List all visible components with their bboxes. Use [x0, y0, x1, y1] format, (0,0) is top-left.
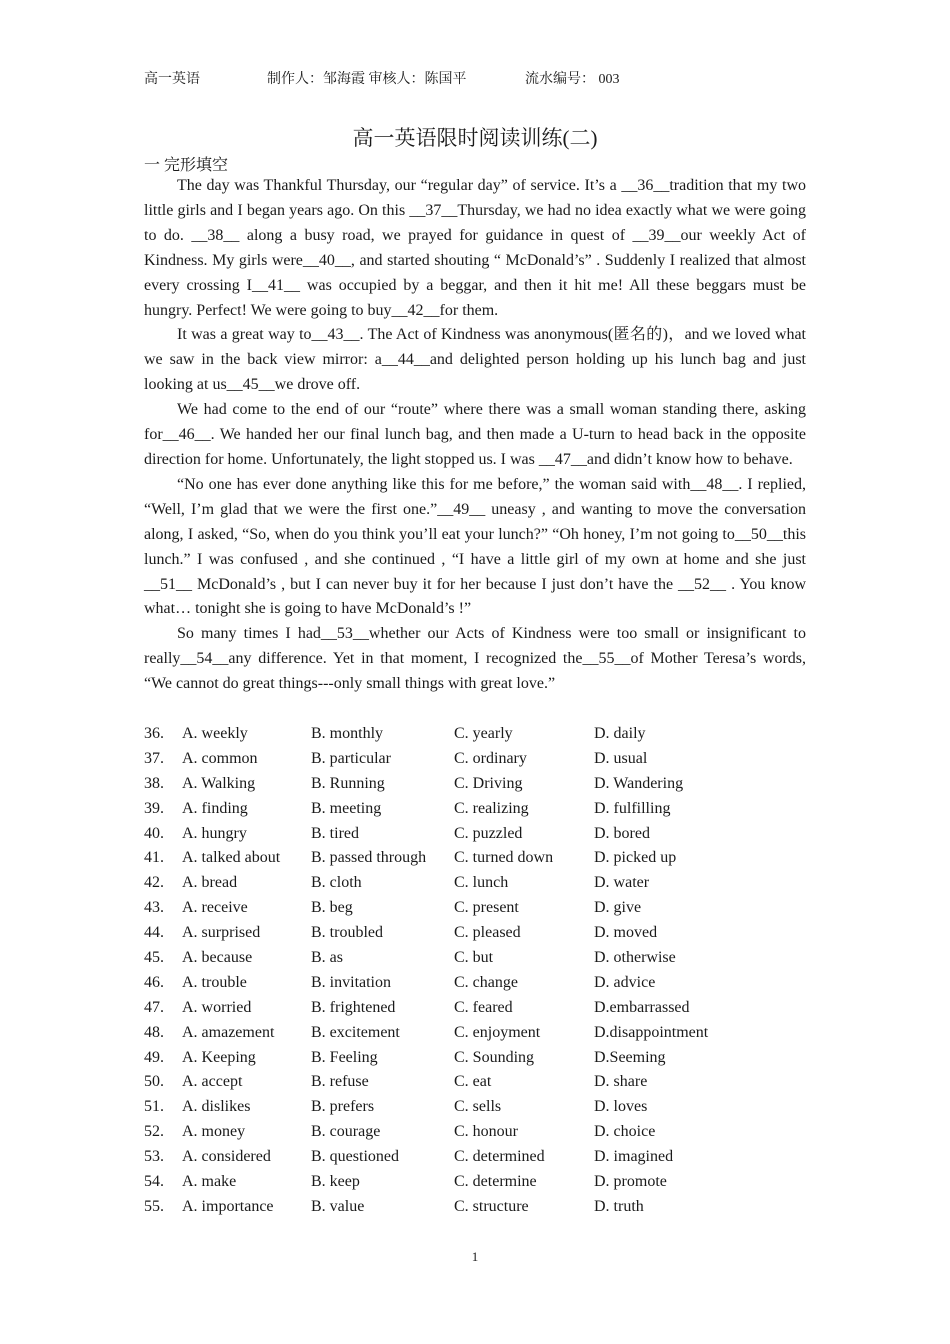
question-number: 50. [144, 1073, 164, 1091]
passage-paragraph: We had come to the end of our “route” where there was a small woman standing there, asking for__46__. We handed her our final lunch bag, and then made a U-turn to head back in the opposite direction for home. Unfortunately, the light stopped us. I was __47__and didn’t know how to behave. [144, 401, 806, 468]
option-b: B. as [311, 949, 343, 967]
question-number: 41. [144, 849, 164, 867]
question-row [144, 1120, 806, 1145]
question-number: 51. [144, 1098, 164, 1116]
question-row [144, 921, 806, 946]
question-row [144, 822, 806, 847]
option-a: A. considered [182, 1148, 271, 1166]
option-b: B. courage [311, 1123, 381, 1141]
option-c: C. structure [454, 1197, 529, 1215]
question-row [144, 1095, 806, 1120]
page-title: 高一英语限时阅读训练(二) [352, 126, 598, 150]
option-b: B. refuse [311, 1073, 369, 1091]
question-number: 40. [144, 824, 164, 842]
option-b: B. tired [311, 824, 359, 842]
question-row [144, 722, 806, 747]
option-b: B. beg [311, 899, 353, 917]
option-c: C. lunch [454, 874, 509, 892]
option-d: D. water [594, 874, 650, 892]
option-b: B. invitation [311, 973, 391, 991]
option-d: D.embarrassed [594, 998, 690, 1016]
option-c: C. yearly [454, 725, 513, 742]
question-row [144, 1070, 806, 1095]
option-a: A. money [182, 1123, 246, 1141]
question-number: 54. [144, 1173, 164, 1191]
option-c: C. realizing [454, 799, 529, 817]
option-c: C. present [454, 899, 519, 917]
question-row [144, 871, 806, 896]
option-a: A. weekly [182, 725, 248, 742]
answer-options-list [144, 722, 806, 1220]
question-number: 43. [144, 899, 164, 917]
question-row [144, 971, 806, 996]
option-a: A. common [182, 749, 258, 767]
question-row [144, 1170, 806, 1195]
question-row [144, 1046, 806, 1071]
header-subject: 高一英语 [144, 72, 200, 87]
question-number: 45. [144, 949, 164, 967]
question-number: 39. [144, 799, 164, 817]
question-number: 53. [144, 1148, 164, 1166]
question-number: 47. [144, 998, 164, 1016]
option-b: B. monthly [311, 725, 384, 742]
option-c: C. feared [454, 998, 513, 1016]
question-number: 48. [144, 1023, 164, 1041]
option-d: D. truth [594, 1197, 644, 1215]
option-c: C. puzzled [454, 824, 523, 842]
question-number: 42. [144, 874, 164, 892]
question-row [144, 946, 806, 971]
option-c: C. sells [454, 1098, 502, 1116]
option-b: B. Feeling [311, 1048, 378, 1066]
option-d: D. advice [594, 973, 656, 991]
option-b: B. questioned [311, 1148, 399, 1166]
option-a: A. trouble [182, 973, 247, 991]
option-d: D. promote [594, 1173, 667, 1191]
question-row [144, 896, 806, 921]
option-d: D. moved [594, 924, 658, 942]
option-d: D.disappointment [594, 1023, 709, 1041]
option-a: A. make [182, 1173, 237, 1191]
option-c: C. Driving [454, 774, 523, 792]
option-b: B. excitement [311, 1023, 400, 1041]
option-d: D. otherwise [594, 949, 676, 967]
page-number: 1 [471, 1249, 479, 1264]
question-row [144, 996, 806, 1021]
option-c: C. ordinary [454, 749, 527, 767]
option-d: D. loves [594, 1098, 648, 1116]
option-a: A. because [182, 949, 253, 967]
option-b: B. frightened [311, 998, 396, 1016]
option-c: C. determine [454, 1173, 537, 1191]
question-row [144, 1195, 806, 1220]
option-a: A. receive [182, 899, 248, 917]
option-a: A. amazement [182, 1023, 275, 1041]
question-row [144, 747, 806, 772]
option-d: D. Wandering [594, 774, 684, 792]
option-d: D. fulfilling [594, 799, 671, 817]
option-d: D. usual [594, 749, 648, 767]
option-b: B. prefers [311, 1098, 375, 1116]
cloze-passage [144, 174, 806, 697]
option-c: C. pleased [454, 924, 521, 942]
question-number: 49. [144, 1048, 164, 1066]
option-d: D. choice [594, 1123, 656, 1141]
option-d: D. picked up [594, 849, 677, 867]
option-a: A. finding [182, 799, 248, 817]
option-b: B. meeting [311, 799, 382, 817]
option-d: D. bored [594, 824, 650, 842]
option-a: A. hungry [182, 824, 247, 842]
option-c: C. turned down [454, 849, 554, 867]
option-d: D.Seeming [594, 1048, 666, 1066]
option-c: C. Sounding [454, 1048, 535, 1066]
option-a: A. surprised [182, 924, 261, 942]
option-a: A. dislikes [182, 1098, 251, 1116]
question-number: 46. [144, 973, 164, 991]
option-c: C. determined [454, 1148, 545, 1166]
option-b: B. value [311, 1197, 365, 1215]
option-c: C. honour [454, 1123, 518, 1141]
option-b: B. keep [311, 1173, 360, 1191]
option-c: C. change [454, 973, 518, 991]
option-b: B. passed through [311, 849, 427, 867]
header-serial-number: 流水编号： 003 [525, 72, 620, 87]
passage-paragraph: “No one has ever done anything like this for me before,” the woman said with__48__. I replied, “Well, I’m glad that we were the first one.”__49__ uneasy , and wanting to move the conversation along, I asked, “So, when do you think you’ll eat your lunch?” “Oh honey, I’m not going to__50__this lunch.” I was confused , and she continued , “I have a little girl of my own at home and she just __51__ McDonald’s , but I can never buy it for her because I just don’t have the __52__ . You know what… tonight she is going to have McDonald’s !” [144, 475, 806, 618]
question-number: 44. [144, 924, 164, 942]
question-row [144, 1145, 806, 1170]
option-b: B. cloth [311, 874, 362, 892]
question-row [144, 1021, 806, 1046]
option-b: B. troubled [311, 924, 383, 942]
option-d: D. imagined [594, 1148, 674, 1166]
option-d: D. daily [594, 725, 646, 742]
option-b: B. Running [311, 774, 385, 792]
question-number: 38. [144, 774, 164, 792]
question-number: 55. [144, 1197, 164, 1215]
option-c: C. enjoyment [454, 1023, 541, 1041]
passage-paragraph: The day was Thankful Thursday, our “regular day” of service. It’s a __36__tradition that my two little girls and I began years ago. On this __37__Thursday, we had no idea exactly what we were going to do. __38__ along a busy road, we prayed for guidance in quest of __39__our weekly Act of Kindness. My girls were__40__, and started shouting “ McDonald’s” . Suddenly I realized that almost every crossing I__41__ was occupied by a beggar, and then it hit me! All these beggars must be hungry. Perfect! We were going to buy__42__for them. [144, 177, 806, 319]
question-number: 37. [144, 749, 164, 767]
option-a: A. Walking [182, 774, 256, 792]
option-a: A. Keeping [182, 1048, 256, 1066]
question-number: 36. [144, 725, 164, 742]
option-a: A. bread [182, 874, 238, 892]
question-row [144, 846, 806, 871]
option-c: C. but [454, 949, 494, 967]
option-a: A. importance [182, 1197, 274, 1215]
question-number: 52. [144, 1123, 164, 1141]
page-header [144, 68, 806, 88]
option-b: B. particular [311, 749, 391, 767]
question-row [144, 772, 806, 797]
option-d: D. share [594, 1073, 648, 1091]
passage-paragraph: So many times I had__53__whether our Acts of Kindness were too small or insignificant to really__54__any difference. Yet in that moment, I recognized the__55__of Mother Teresa’s words, “We cannot do great things---only small things with great love.” [144, 625, 806, 693]
section-label: 一 完形填空 [144, 157, 229, 174]
option-d: D. give [594, 899, 642, 917]
header-authors: 制作人：邹海霞 审核人：陈国平 [267, 72, 467, 87]
option-c: C. eat [454, 1073, 492, 1091]
passage-paragraph: It was a great way to__43__. The Act of Kindness was anonymous(匿名的)，and we loved what we saw in the back view mirror: a__44__and delighted person holding up his lunch bag and just looking at us__45__we drove off. [144, 326, 806, 394]
option-a: A. worried [182, 998, 252, 1016]
question-row [144, 797, 806, 822]
option-a: A. accept [182, 1073, 243, 1091]
option-a: A. talked about [182, 849, 281, 867]
